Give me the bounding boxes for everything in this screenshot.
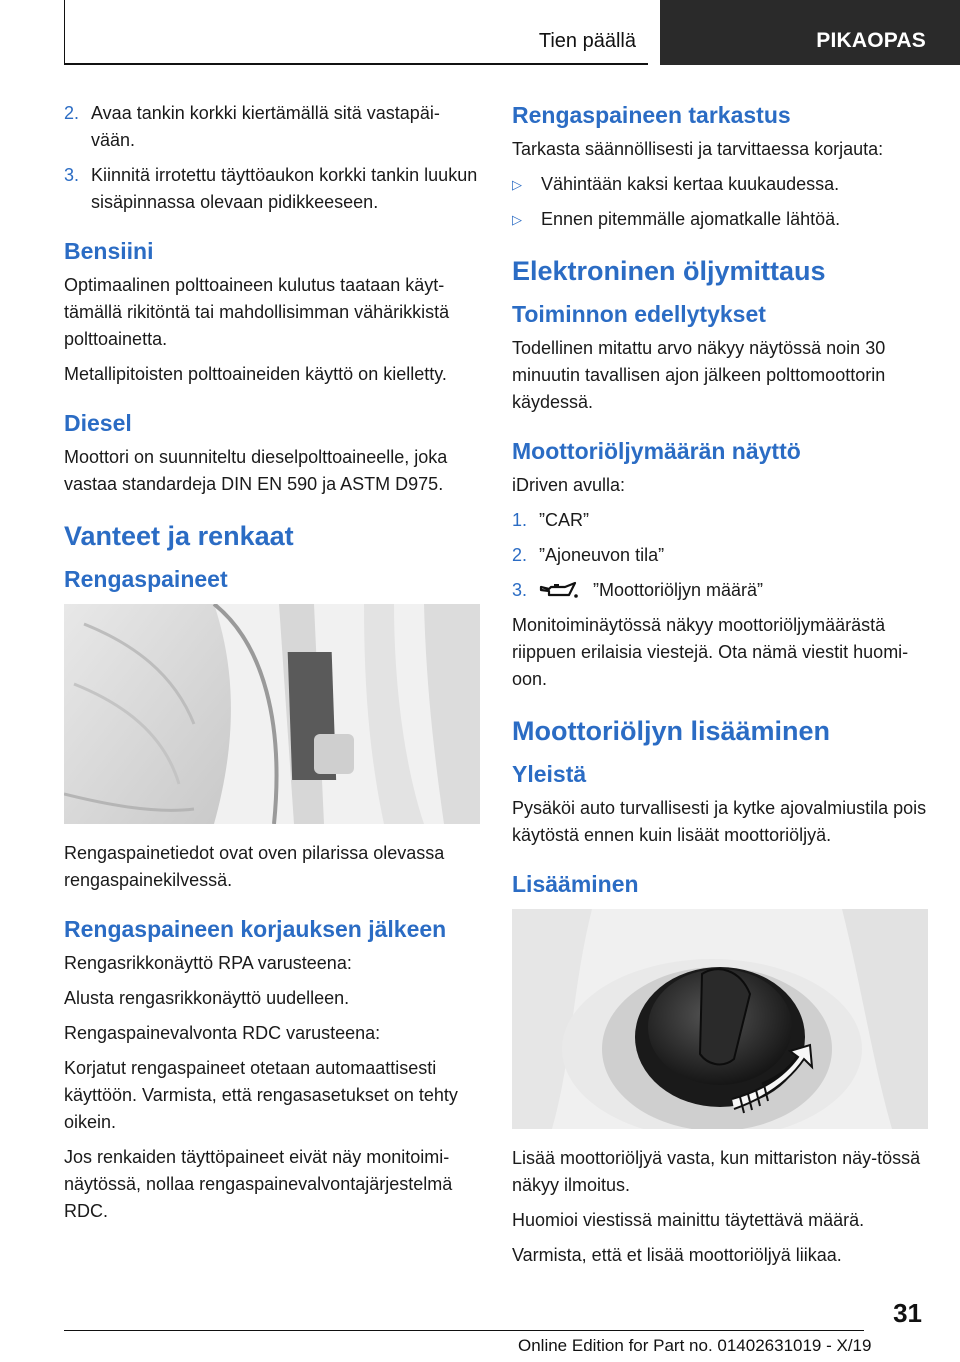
- heading-vanteet: Vanteet ja renkaat: [64, 521, 294, 551]
- paragraph: Korjatut rengaspaineet otetaan automaattisesti käyttöön. Varmista, että rengasasetukset on tehty oikein.: [64, 1058, 458, 1132]
- footer-rule: [64, 1330, 864, 1331]
- heading-tarkastus: Rengaspaineen tarkastus: [512, 102, 791, 128]
- paragraph: Alusta rengasrikkonäyttö uudelleen.: [64, 988, 350, 1008]
- paragraph: Huomioi viestissä mainittu täytettävä määrä.: [512, 1210, 865, 1230]
- heading-toiminnon: Toiminnon edellytykset: [512, 301, 766, 327]
- heading-korjaus: Rengaspaineen korjauksen jälkeen: [64, 916, 447, 942]
- heading-elektroninen: Elektroninen öljymittaus: [512, 256, 826, 286]
- header-section-title: Tien päällä: [538, 30, 636, 52]
- step-text: ”Ajoneuvon tila”: [539, 545, 665, 565]
- step-number: 1.: [512, 510, 528, 530]
- paragraph: Metallipitoisten polttoaineiden käyttö on kielletty.: [64, 364, 447, 384]
- paragraph: Optimaalinen polttoaineen kulutus taataan käyt-tämällä rikitöntä tai mahdollisimman vähärikkistä polttoainetta.: [64, 275, 450, 349]
- left-column: [64, 100, 480, 1233]
- step-number: 2.: [64, 103, 80, 123]
- fuel-steps-list: [64, 100, 480, 216]
- triangle-bullet-icon: ▷: [512, 212, 522, 227]
- step-number: 3.: [64, 165, 80, 185]
- step-text: Kiinnitä irrotettu täyttöaukon korkki tankin luukun sisäpinnassa olevaan pidikkeeseen.: [91, 165, 478, 212]
- list-item: [64, 100, 480, 154]
- oil-can-icon: [539, 581, 579, 601]
- step-number: 3.: [512, 580, 528, 600]
- bullet-text: Ennen pitemmälle ajomatkalle lähtöä.: [541, 209, 841, 229]
- header-label-text: PIKAOPAS: [816, 29, 926, 52]
- list-item: [64, 162, 480, 216]
- heading-bensiini: Bensiini: [64, 238, 154, 264]
- right-column: [512, 100, 928, 1277]
- heading-lisaaminen: Lisääminen: [512, 871, 639, 897]
- header-rule-left: [64, 0, 65, 64]
- list-item: [512, 171, 928, 198]
- check-bullets: [512, 171, 928, 233]
- step-text: ”CAR”: [539, 510, 589, 530]
- oil-filler-cap-photo: [512, 909, 928, 1129]
- paragraph: Todellinen mitattu arvo näkyy näytössä noin 30 minuutin tavallisen ajon jälkeen polttomoottorin käydessä.: [512, 338, 886, 412]
- heading-lisaaminen-major: Moottoriöljyn lisääminen: [512, 716, 831, 746]
- list-item: [512, 507, 928, 534]
- page-number: 31: [893, 1298, 922, 1328]
- step-text-with-icon: [539, 577, 928, 604]
- door-pillar-photo: [64, 604, 480, 824]
- heading-rengaspaineet: Rengaspaineet: [64, 566, 228, 592]
- paragraph: Moottori on suunniteltu dieselpolttoaineelle, joka vastaa standardeja DIN EN 590 ja ASTM D975.: [64, 447, 448, 494]
- paragraph: Lisää moottoriöljyä vasta, kun mittariston näy-tössä näkyy ilmoitus.: [512, 1148, 921, 1195]
- paragraph: Rengasrikkonäyttö RPA varusteena:: [64, 953, 352, 973]
- list-item: [512, 206, 928, 233]
- step-text: Avaa tankin korkki kiertämällä sitä vastapäi-vään.: [91, 103, 440, 150]
- paragraph: Tarkasta säännöllisesti ja tarvittaessa korjauta:: [512, 139, 884, 159]
- paragraph: Rengaspainevalvonta RDC varusteena:: [64, 1023, 381, 1043]
- paragraph: Monitoiminäytössä näkyy moottoriöljymäärästä riippuen erilaisia viestejä. Ota nämä viestit huomi-oon.: [512, 615, 909, 689]
- bullet-text: Vähintään kaksi kertaa kuukaudessa.: [541, 174, 840, 194]
- footer-edition: Online Edition for Part no. 01402631019 - X/19: [518, 1336, 872, 1355]
- list-item: [512, 542, 928, 569]
- heading-yleista: Yleistä: [512, 761, 587, 787]
- step-number: 2.: [512, 545, 528, 565]
- photo-caption: Rengaspainetiedot ovat oven pilarissa olevassa rengaspainekilvessä.: [64, 843, 445, 890]
- triangle-bullet-icon: ▷: [512, 177, 522, 192]
- paragraph: iDriven avulla:: [512, 475, 626, 495]
- list-item: [512, 577, 928, 604]
- heading-diesel: Diesel: [64, 410, 132, 436]
- paragraph: Jos renkaiden täyttöpaineet eivät näy monitoimi-näytössä, nollaa rengaspainevalvontajärjestelmä RDC.: [64, 1147, 453, 1221]
- header-rule-bottom: [64, 63, 648, 65]
- step-text: ”Moottoriöljyn määrä”: [593, 580, 764, 600]
- header-label-tab: [660, 0, 960, 65]
- idrive-steps-list: [512, 507, 928, 604]
- paragraph: Pysäköi auto turvallisesti ja kytke ajovalmiustila pois käytöstä ennen kuin lisäät moottoriöljyä.: [512, 798, 927, 845]
- heading-naytto: Moottoriöljymäärän näyttö: [512, 438, 801, 464]
- paragraph: Varmista, että et lisää moottoriöljyä liikaa.: [512, 1245, 842, 1265]
